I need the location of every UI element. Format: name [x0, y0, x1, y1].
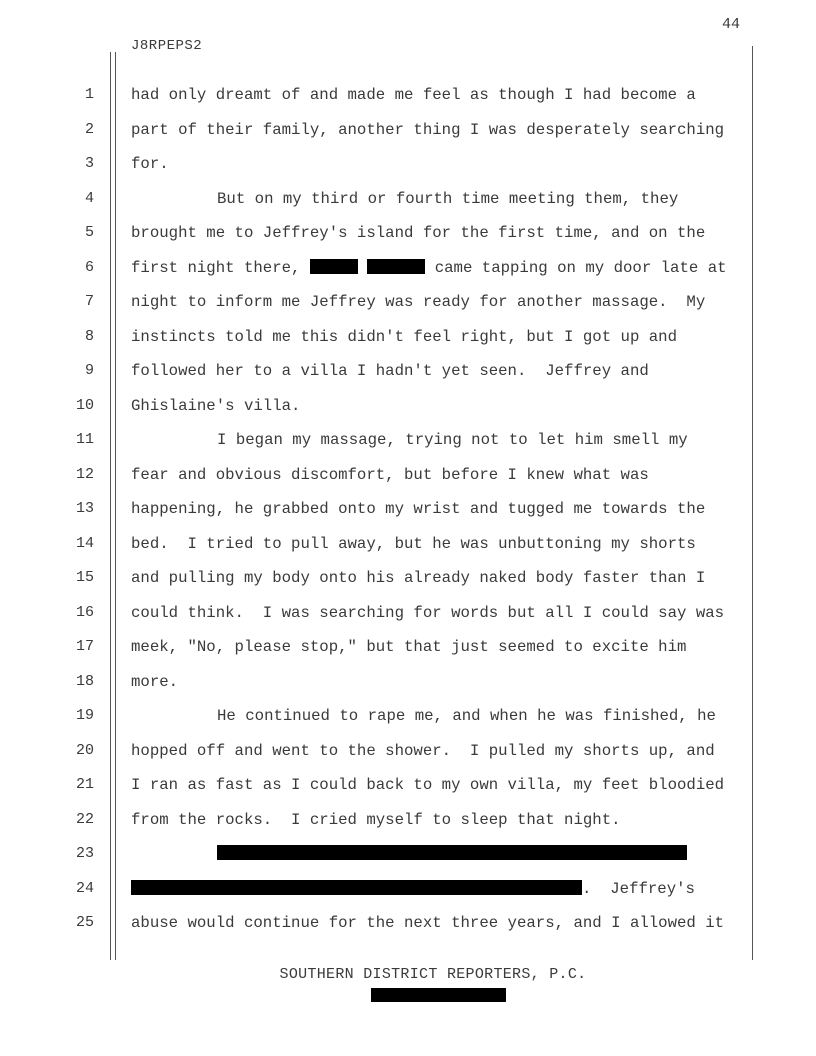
redaction-bar	[367, 259, 425, 274]
transcript-line: night to inform me Jeffrey was ready for another massage. My	[131, 293, 706, 311]
transcript-line: from the rocks. I cried myself to sleep that night.	[131, 810, 621, 829]
line-number: 23	[75, 845, 94, 862]
transcript-line: and pulling my body onto his already naked body faster than I	[131, 569, 706, 587]
transcript-body	[131, 78, 746, 941]
line-number: 8	[84, 327, 94, 345]
transcript-line	[131, 837, 746, 872]
line-number: 7	[84, 293, 94, 310]
transcript-line: hopped off and went to the shower. I pulled my shorts up, and	[131, 741, 715, 760]
transcript-text: . Jeffrey's	[582, 879, 695, 898]
line-number-column	[62, 78, 94, 941]
transcript-line: more.	[131, 672, 179, 691]
transcript-line: could think. I was searching for words but all I could say was	[131, 603, 725, 622]
line-number: 17	[75, 638, 94, 655]
transcript-line: abuse would continue for the next three years, and I allowed it	[131, 914, 725, 932]
transcript-line: part of their family, another thing I was desperately searching	[131, 120, 725, 139]
left-margin-rule-inner	[115, 52, 116, 960]
transcript-line: instincts told me this didn't feel right, but I got up and	[131, 327, 678, 346]
line-number: 1	[84, 86, 94, 103]
line-number: 3	[84, 155, 94, 172]
line-number: 6	[84, 258, 94, 276]
line-number: 9	[84, 362, 94, 379]
transcript-line: happening, he grabbed onto my wrist and tugged me towards the	[131, 500, 706, 518]
line-number: 10	[75, 396, 94, 414]
line-number: 19	[75, 707, 94, 724]
line-number: 2	[84, 120, 94, 138]
line-number: 14	[75, 534, 94, 552]
line-number: 25	[75, 914, 94, 931]
line-number: 24	[75, 879, 94, 897]
transcript-text: first night there,	[131, 258, 310, 277]
line-number: 12	[75, 465, 94, 483]
transcript-line: I began my massage, trying not to let him smell my	[217, 431, 688, 449]
line-number: 5	[84, 224, 94, 241]
transcript-line: But on my third or fourth time meeting them, they	[217, 189, 679, 208]
case-code: J8RPEPS2	[131, 38, 203, 54]
redaction-bar	[310, 259, 358, 274]
line-number: 21	[75, 776, 94, 793]
transcript-line: Ghislaine's villa.	[131, 396, 301, 415]
transcript-line	[131, 872, 746, 907]
line-number: 4	[84, 189, 94, 207]
line-number: 20	[75, 741, 94, 759]
left-margin-rule	[110, 52, 111, 960]
transcript-line: brought me to Jeffrey's island for the first time, and on the	[131, 224, 706, 242]
transcript-line: followed her to a villa I hadn't yet seen. Jeffrey and	[131, 362, 649, 380]
line-number: 11	[75, 431, 94, 448]
line-number: 15	[75, 569, 94, 586]
transcript-line: He continued to rape me, and when he was finished, he	[217, 707, 716, 725]
transcript-line: meek, "No, please stop," but that just seemed to excite him	[131, 638, 687, 656]
transcript-line: bed. I tried to pull away, but he was unbuttoning my shorts	[131, 534, 696, 553]
redaction-bar	[217, 845, 687, 860]
transcript-line	[131, 251, 746, 286]
transcript-line: fear and obvious discomfort, but before I knew what was	[131, 465, 649, 484]
transcript-text: came tapping on my door late at	[425, 258, 727, 277]
line-number: 18	[75, 672, 94, 690]
reporter-footer: SOUTHERN DISTRICT REPORTERS, P.C.	[279, 966, 587, 983]
right-margin-rule	[752, 46, 753, 960]
footer-redaction-bar	[371, 988, 506, 1002]
line-number: 16	[75, 603, 94, 621]
transcript-line: I ran as fast as I could back to my own villa, my feet bloodied	[131, 776, 725, 794]
transcript-line: for.	[131, 155, 169, 173]
transcript-line: had only dreamt of and made me feel as though I had become a	[131, 86, 696, 104]
line-number: 13	[75, 500, 94, 517]
page-number: 44	[721, 16, 740, 33]
line-number: 22	[75, 810, 94, 828]
redaction-bar	[131, 880, 582, 895]
